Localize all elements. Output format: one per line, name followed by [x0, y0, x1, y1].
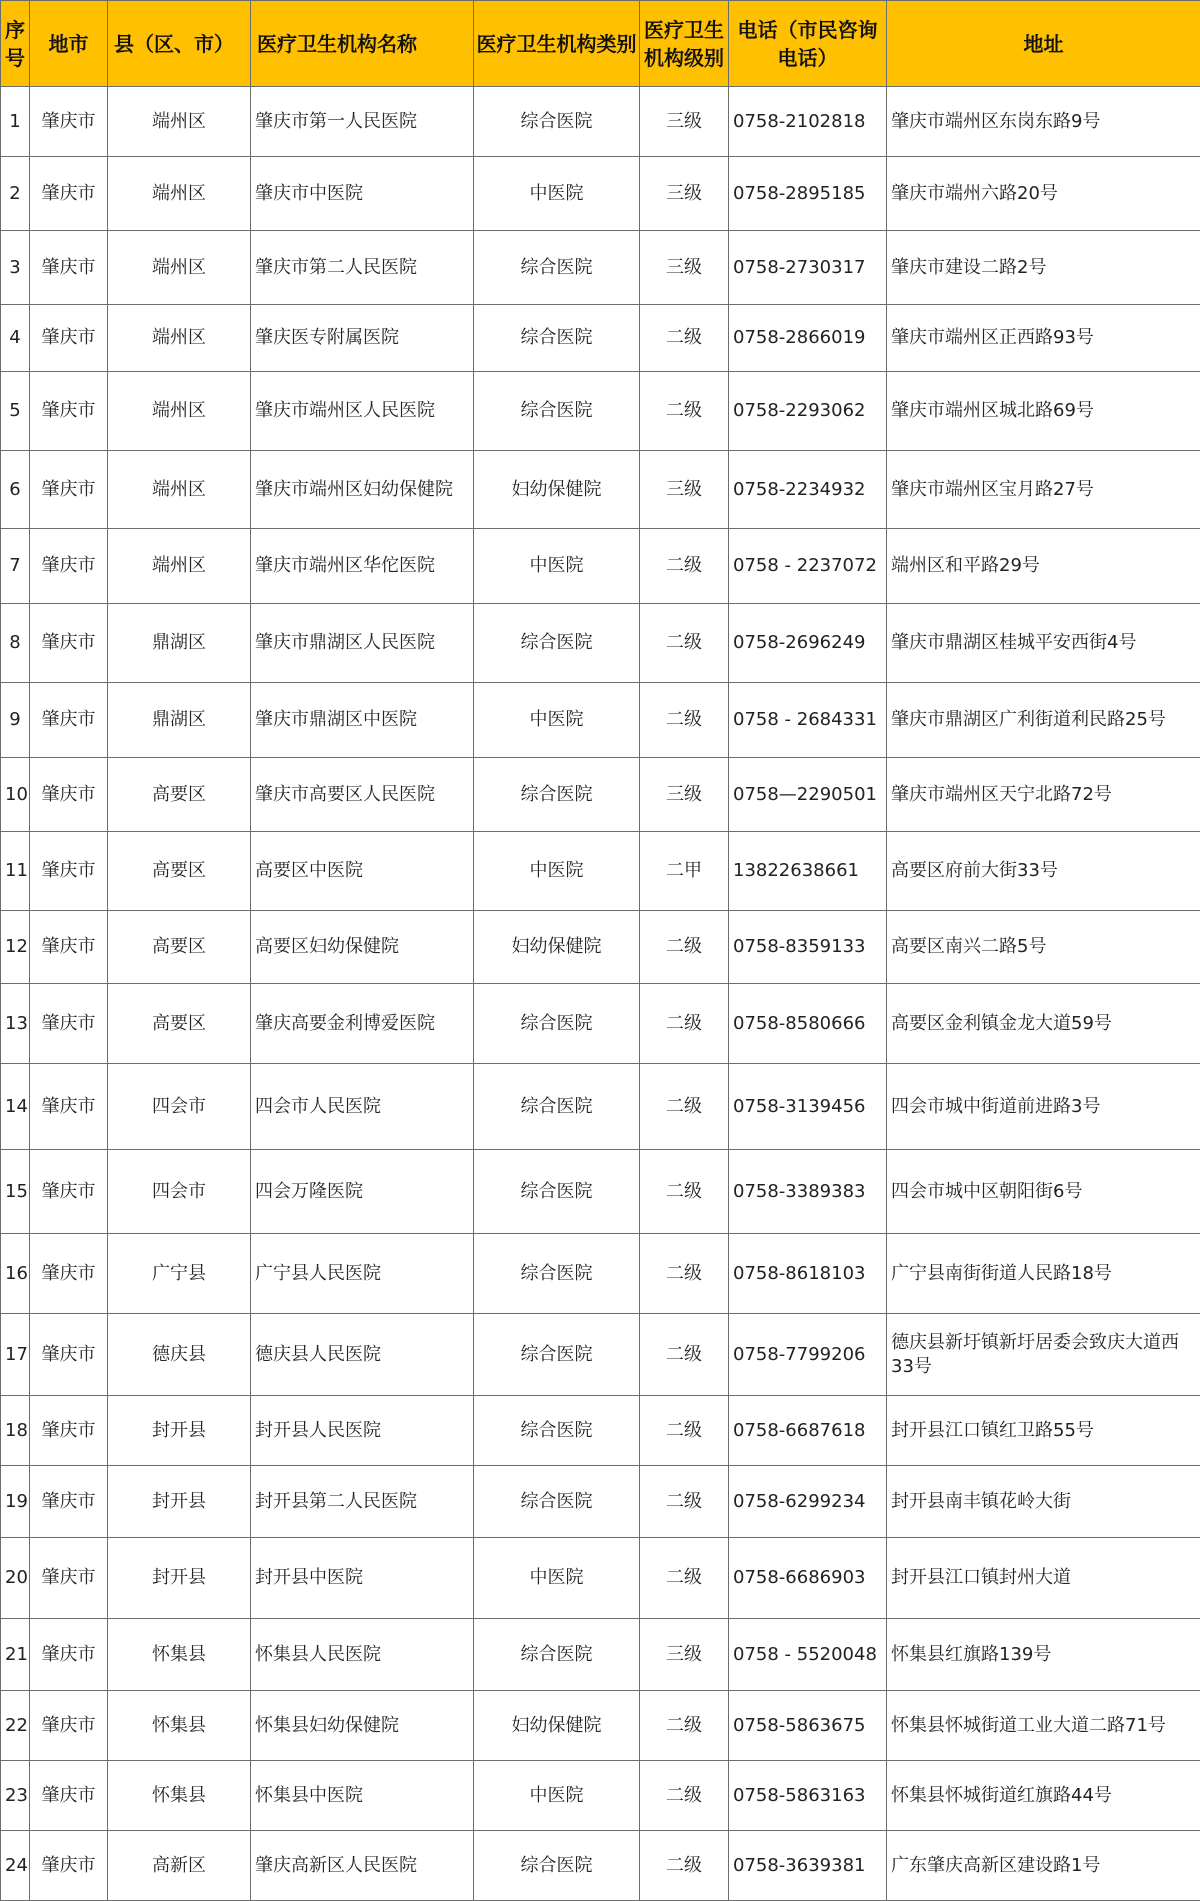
cell-city: 肇庆市: [30, 529, 108, 604]
cell-address: 封开县南丰镇花岭大街: [887, 1466, 1200, 1538]
cell-county: 鼎湖区: [108, 604, 251, 683]
cell-address: 肇庆市端州区宝月路27号: [887, 451, 1200, 529]
table-row: [1, 604, 1200, 683]
header-row: [1, 1, 1200, 87]
cell-phone: 0758 - 5520048: [729, 1619, 887, 1691]
cell-phone: 0758-5863163: [729, 1761, 887, 1831]
cell-type: 妇幼保健院: [474, 451, 640, 529]
cell-phone: 0758-2866019: [729, 305, 887, 372]
cell-phone: 0758-3389383: [729, 1150, 887, 1234]
cell-level: 二级: [640, 1538, 729, 1619]
cell-type: 综合医院: [474, 1466, 640, 1538]
cell-type: 综合医院: [474, 1150, 640, 1234]
header-address: 地址: [887, 1, 1200, 87]
cell-level: 二甲: [640, 832, 729, 911]
cell-county: 端州区: [108, 305, 251, 372]
cell-name: 封开县人民医院: [251, 1396, 474, 1466]
cell-seq: 19: [1, 1466, 30, 1538]
cell-name: 肇庆市端州区妇幼保健院: [251, 451, 474, 529]
cell-name: 怀集县妇幼保健院: [251, 1691, 474, 1761]
cell-type: 综合医院: [474, 1234, 640, 1314]
cell-address: 封开县江口镇红卫路55号: [887, 1396, 1200, 1466]
cell-city: 肇庆市: [30, 1538, 108, 1619]
cell-phone: 0758—2290501: [729, 758, 887, 832]
cell-address: 肇庆市端州区东岗东路9号: [887, 87, 1200, 157]
cell-type: 综合医院: [474, 305, 640, 372]
cell-level: 三级: [640, 87, 729, 157]
cell-type: 综合医院: [474, 1831, 640, 1901]
table-row: [1, 87, 1200, 157]
cell-county: 封开县: [108, 1396, 251, 1466]
cell-city: 肇庆市: [30, 604, 108, 683]
table-row: [1, 1466, 1200, 1538]
table-row: [1, 1831, 1200, 1901]
cell-city: 肇庆市: [30, 1396, 108, 1466]
cell-type: 综合医院: [474, 984, 640, 1064]
cell-level: 二级: [640, 604, 729, 683]
cell-name: 肇庆市端州区人民医院: [251, 372, 474, 451]
cell-address: 四会市城中区朝阳街6号: [887, 1150, 1200, 1234]
cell-county: 封开县: [108, 1538, 251, 1619]
cell-county: 高要区: [108, 758, 251, 832]
cell-city: 肇庆市: [30, 1619, 108, 1691]
header-phone: 电话（市民咨询电话）: [729, 1, 887, 87]
cell-type: 妇幼保健院: [474, 1691, 640, 1761]
table-row: [1, 231, 1200, 305]
cell-city: 肇庆市: [30, 372, 108, 451]
cell-phone: 0758-2730317: [729, 231, 887, 305]
cell-address: 封开县江口镇封州大道: [887, 1538, 1200, 1619]
cell-name: 怀集县中医院: [251, 1761, 474, 1831]
cell-seq: 13: [1, 984, 30, 1064]
cell-seq: 5: [1, 372, 30, 451]
cell-level: 二级: [640, 984, 729, 1064]
cell-county: 高要区: [108, 984, 251, 1064]
cell-seq: 9: [1, 683, 30, 758]
cell-city: 肇庆市: [30, 832, 108, 911]
cell-address: 肇庆市鼎湖区广利街道利民路25号: [887, 683, 1200, 758]
cell-level: 二级: [640, 372, 729, 451]
cell-city: 肇庆市: [30, 1150, 108, 1234]
cell-phone: 0758-2696249: [729, 604, 887, 683]
cell-name: 肇庆市鼎湖区中医院: [251, 683, 474, 758]
cell-seq: 11: [1, 832, 30, 911]
cell-name: 肇庆市第二人民医院: [251, 231, 474, 305]
cell-seq: 24: [1, 1831, 30, 1901]
cell-city: 肇庆市: [30, 451, 108, 529]
cell-city: 肇庆市: [30, 157, 108, 231]
cell-county: 怀集县: [108, 1761, 251, 1831]
cell-city: 肇庆市: [30, 1761, 108, 1831]
cell-type: 综合医院: [474, 231, 640, 305]
cell-address: 高要区金利镇金龙大道59号: [887, 984, 1200, 1064]
cell-seq: 23: [1, 1761, 30, 1831]
cell-city: 肇庆市: [30, 1314, 108, 1396]
cell-name: 肇庆市鼎湖区人民医院: [251, 604, 474, 683]
table-row: [1, 1234, 1200, 1314]
cell-name: 广宁县人民医院: [251, 1234, 474, 1314]
cell-city: 肇庆市: [30, 758, 108, 832]
cell-city: 肇庆市: [30, 1831, 108, 1901]
cell-county: 四会市: [108, 1064, 251, 1150]
header-city: 地市: [30, 1, 108, 87]
table-row: [1, 451, 1200, 529]
table-row: [1, 1396, 1200, 1466]
table-row: [1, 683, 1200, 758]
cell-level: 二级: [640, 911, 729, 984]
cell-name: 四会万隆医院: [251, 1150, 474, 1234]
table-row: [1, 1761, 1200, 1831]
cell-level: 二级: [640, 529, 729, 604]
header-county: 县（区、市）: [108, 1, 251, 87]
table-row: [1, 529, 1200, 604]
header-seq: 序号: [1, 1, 30, 87]
cell-city: 肇庆市: [30, 911, 108, 984]
cell-address: 德庆县新圩镇新圩居委会致庆大道西33号: [887, 1314, 1200, 1396]
cell-seq: 18: [1, 1396, 30, 1466]
cell-address: 四会市城中街道前进路3号: [887, 1064, 1200, 1150]
cell-name: 怀集县人民医院: [251, 1619, 474, 1691]
cell-level: 二级: [640, 1150, 729, 1234]
cell-name: 肇庆高新区人民医院: [251, 1831, 474, 1901]
cell-level: 二级: [640, 683, 729, 758]
table-row: [1, 1064, 1200, 1150]
cell-seq: 15: [1, 1150, 30, 1234]
table-row: [1, 1619, 1200, 1691]
cell-county: 高要区: [108, 832, 251, 911]
table-row: [1, 911, 1200, 984]
cell-name: 肇庆医专附属医院: [251, 305, 474, 372]
cell-phone: 0758-3639381: [729, 1831, 887, 1901]
cell-type: 妇幼保健院: [474, 911, 640, 984]
table-row: [1, 832, 1200, 911]
cell-county: 端州区: [108, 372, 251, 451]
cell-seq: 8: [1, 604, 30, 683]
cell-seq: 6: [1, 451, 30, 529]
cell-level: 二级: [640, 1466, 729, 1538]
cell-phone: 0758-6687618: [729, 1396, 887, 1466]
cell-county: 端州区: [108, 529, 251, 604]
cell-phone: 13822638661: [729, 832, 887, 911]
cell-city: 肇庆市: [30, 984, 108, 1064]
cell-address: 广东肇庆高新区建设路1号: [887, 1831, 1200, 1901]
cell-address: 端州区和平路29号: [887, 529, 1200, 604]
cell-seq: 20: [1, 1538, 30, 1619]
cell-county: 封开县: [108, 1466, 251, 1538]
table-row: [1, 157, 1200, 231]
cell-address: 肇庆市端州区正西路93号: [887, 305, 1200, 372]
cell-level: 二级: [640, 305, 729, 372]
cell-type: 中医院: [474, 832, 640, 911]
cell-seq: 10: [1, 758, 30, 832]
table-row: [1, 1314, 1200, 1396]
cell-phone: 0758-6299234: [729, 1466, 887, 1538]
cell-address: 肇庆市端州区城北路69号: [887, 372, 1200, 451]
cell-seq: 4: [1, 305, 30, 372]
cell-county: 怀集县: [108, 1619, 251, 1691]
cell-county: 端州区: [108, 451, 251, 529]
cell-city: 肇庆市: [30, 683, 108, 758]
cell-city: 肇庆市: [30, 87, 108, 157]
cell-type: 中医院: [474, 1761, 640, 1831]
cell-name: 德庆县人民医院: [251, 1314, 474, 1396]
cell-county: 高新区: [108, 1831, 251, 1901]
cell-county: 高要区: [108, 911, 251, 984]
cell-level: 三级: [640, 758, 729, 832]
table-row: [1, 984, 1200, 1064]
cell-seq: 22: [1, 1691, 30, 1761]
cell-type: 综合医院: [474, 372, 640, 451]
cell-phone: 0758-8618103: [729, 1234, 887, 1314]
header-name: 医疗卫生机构名称: [251, 1, 474, 87]
cell-name: 肇庆市高要区人民医院: [251, 758, 474, 832]
cell-type: 综合医院: [474, 758, 640, 832]
cell-address: 怀集县红旗路139号: [887, 1619, 1200, 1691]
cell-county: 端州区: [108, 231, 251, 305]
cell-seq: 1: [1, 87, 30, 157]
cell-county: 端州区: [108, 87, 251, 157]
cell-name: 肇庆市端州区华佗医院: [251, 529, 474, 604]
cell-county: 鼎湖区: [108, 683, 251, 758]
table-row: [1, 758, 1200, 832]
cell-city: 肇庆市: [30, 305, 108, 372]
cell-phone: 0758-2102818: [729, 87, 887, 157]
cell-phone: 0758-8359133: [729, 911, 887, 984]
cell-seq: 7: [1, 529, 30, 604]
cell-level: 二级: [640, 1761, 729, 1831]
cell-level: 二级: [640, 1234, 729, 1314]
cell-county: 端州区: [108, 157, 251, 231]
cell-address: 肇庆市建设二路2号: [887, 231, 1200, 305]
cell-name: 封开县第二人民医院: [251, 1466, 474, 1538]
cell-seq: 21: [1, 1619, 30, 1691]
cell-county: 德庆县: [108, 1314, 251, 1396]
cell-address: 肇庆市端州六路20号: [887, 157, 1200, 231]
cell-address: 肇庆市鼎湖区桂城平安西街4号: [887, 604, 1200, 683]
cell-level: 二级: [640, 1396, 729, 1466]
cell-level: 三级: [640, 231, 729, 305]
cell-type: 综合医院: [474, 87, 640, 157]
cell-seq: 17: [1, 1314, 30, 1396]
cell-type: 综合医院: [474, 1314, 640, 1396]
cell-type: 综合医院: [474, 1619, 640, 1691]
cell-type: 中医院: [474, 1538, 640, 1619]
cell-seq: 14: [1, 1064, 30, 1150]
cell-type: 中医院: [474, 529, 640, 604]
cell-seq: 2: [1, 157, 30, 231]
cell-city: 肇庆市: [30, 1466, 108, 1538]
cell-address: 肇庆市端州区天宁北路72号: [887, 758, 1200, 832]
cell-phone: 0758-5863675: [729, 1691, 887, 1761]
cell-city: 肇庆市: [30, 1064, 108, 1150]
cell-name: 封开县中医院: [251, 1538, 474, 1619]
cell-county: 四会市: [108, 1150, 251, 1234]
cell-phone: 0758-8580666: [729, 984, 887, 1064]
cell-address: 高要区南兴二路5号: [887, 911, 1200, 984]
cell-address: 广宁县南街街道人民路18号: [887, 1234, 1200, 1314]
cell-level: 三级: [640, 157, 729, 231]
cell-phone: 0758-2293062: [729, 372, 887, 451]
cell-phone: 0758-2895185: [729, 157, 887, 231]
cell-county: 怀集县: [108, 1691, 251, 1761]
cell-type: 中医院: [474, 157, 640, 231]
cell-type: 中医院: [474, 683, 640, 758]
cell-level: 三级: [640, 1619, 729, 1691]
cell-name: 高要区中医院: [251, 832, 474, 911]
cell-level: 二级: [640, 1831, 729, 1901]
cell-level: 二级: [640, 1064, 729, 1150]
cell-name: 肇庆市中医院: [251, 157, 474, 231]
table-row: [1, 1691, 1200, 1761]
cell-level: 二级: [640, 1314, 729, 1396]
cell-address: 怀集县怀城街道工业大道二路71号: [887, 1691, 1200, 1761]
cell-level: 三级: [640, 451, 729, 529]
cell-seq: 16: [1, 1234, 30, 1314]
cell-name: 肇庆市第一人民医院: [251, 87, 474, 157]
cell-phone: 0758-7799206: [729, 1314, 887, 1396]
cell-name: 四会市人民医院: [251, 1064, 474, 1150]
cell-name: 肇庆高要金利博爱医院: [251, 984, 474, 1064]
cell-level: 二级: [640, 1691, 729, 1761]
cell-seq: 3: [1, 231, 30, 305]
table-row: [1, 1150, 1200, 1234]
header-type: 医疗卫生机构类别: [474, 1, 640, 87]
cell-city: 肇庆市: [30, 1691, 108, 1761]
table-row: [1, 305, 1200, 372]
cell-seq: 12: [1, 911, 30, 984]
cell-type: 综合医院: [474, 604, 640, 683]
cell-phone: 0758-6686903: [729, 1538, 887, 1619]
cell-city: 肇庆市: [30, 1234, 108, 1314]
cell-city: 肇庆市: [30, 231, 108, 305]
cell-phone: 0758 - 2237072: [729, 529, 887, 604]
cell-phone: 0758-3139456: [729, 1064, 887, 1150]
cell-phone: 0758-2234932: [729, 451, 887, 529]
table-body: [1, 87, 1200, 1901]
header-level: 医疗卫生机构级别: [640, 1, 729, 87]
cell-type: 综合医院: [474, 1064, 640, 1150]
table-row: [1, 1538, 1200, 1619]
cell-name: 高要区妇幼保健院: [251, 911, 474, 984]
cell-county: 广宁县: [108, 1234, 251, 1314]
cell-address: 怀集县怀城街道红旗路44号: [887, 1761, 1200, 1831]
cell-phone: 0758 - 2684331: [729, 683, 887, 758]
table-row: [1, 372, 1200, 451]
cell-address: 高要区府前大街33号: [887, 832, 1200, 911]
cell-type: 综合医院: [474, 1396, 640, 1466]
